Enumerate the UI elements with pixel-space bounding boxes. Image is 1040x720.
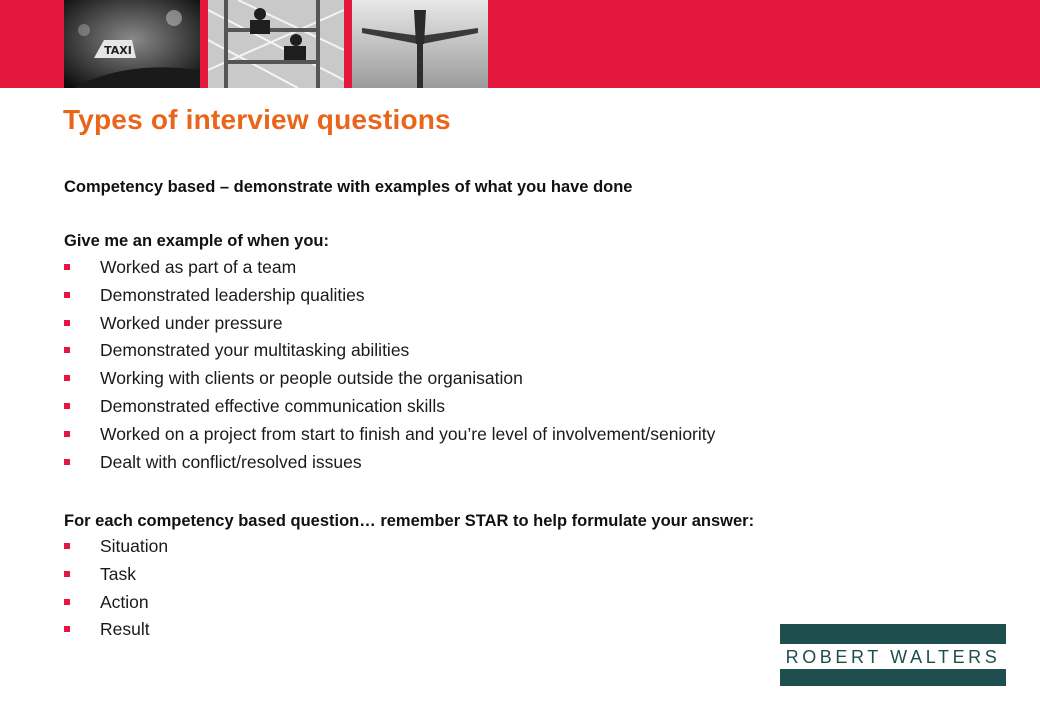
list-item: Worked under pressure (64, 312, 715, 340)
taxi-photo (64, 0, 200, 88)
list-item: Demonstrated your multitasking abilities (64, 339, 715, 367)
list-item: Working with clients or people outside the organisation (64, 367, 715, 395)
list-item: Demonstrated leadership qualities (64, 284, 715, 312)
bullet-icon (64, 599, 70, 605)
bullet-icon (64, 292, 70, 298)
scaffold-photo (208, 0, 344, 88)
examples-list (64, 256, 715, 478)
bullet-icon (64, 320, 70, 326)
bullet-icon (64, 571, 70, 577)
page-title: Types of interview questions (63, 104, 451, 135)
bullet-icon (64, 264, 70, 270)
list-item: Dealt with conflict/resolved issues (64, 451, 715, 479)
logo-text: ROBERT WALTERS (785, 647, 1001, 667)
list-item: Task (64, 563, 168, 591)
bullet-icon (64, 626, 70, 632)
logo-bar-top (780, 624, 1006, 644)
bullet-icon (64, 431, 70, 437)
competency-heading: Competency based – demonstrate with examples of what you have done (64, 178, 633, 196)
bullet-icon (64, 459, 70, 465)
taxi-sign-text: TAXI (104, 44, 132, 57)
bullet-icon (64, 347, 70, 353)
example-heading: Give me an example of when you: (64, 232, 329, 250)
bullet-icon (64, 403, 70, 409)
airplane-photo (352, 0, 488, 88)
list-item: Worked on a project from start to finish and you’re level of involvement/seniority (64, 423, 715, 451)
list-item: Situation (64, 535, 168, 563)
logo-bar-bottom (780, 669, 1006, 686)
list-item: Worked as part of a team (64, 256, 715, 284)
robert-walters-logo (780, 624, 1006, 686)
star-heading: For each competency based question… remember STAR to help formulate your answer: (64, 512, 755, 530)
star-list (64, 535, 168, 646)
bullet-icon (64, 543, 70, 549)
list-item: Action (64, 591, 168, 619)
list-item: Result (64, 618, 168, 646)
bullet-icon (64, 375, 70, 381)
list-item: Demonstrated effective communication skills (64, 395, 715, 423)
